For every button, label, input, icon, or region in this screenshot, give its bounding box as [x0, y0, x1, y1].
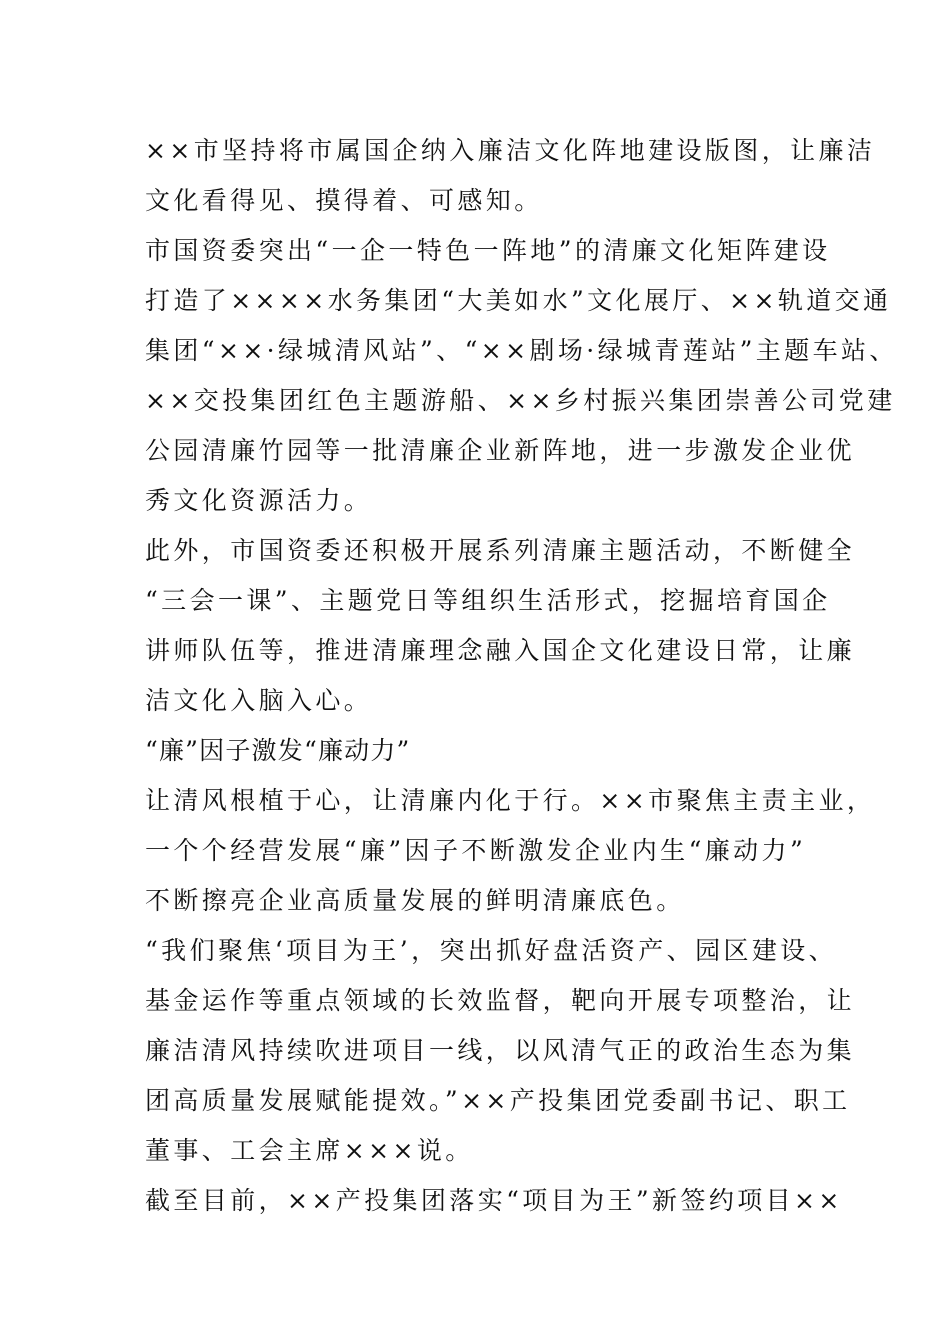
text-line: ××市坚持将市属国企纳入廉洁文化阵地建设版图，让廉洁 [145, 136, 876, 165]
text-line: 市国资委突出“一企一特色一阵地”的清廉文化矩阵建设 [145, 236, 831, 265]
text-line: 不断擦亮企业高质量发展的鲜明清廉底色。 [145, 886, 685, 915]
text-line: 一个个经营发展“廉”因子不断激发企业内生“廉动力” [145, 836, 807, 865]
text-line: 秀文化资源活力。 [145, 486, 373, 515]
text-line: “我们聚焦‘项目为王’，突出抓好盘活资产、园区建设、 [145, 936, 838, 965]
text-line: “三会一课”、主题党日等组织生活形式，挖掘培育国企 [145, 586, 831, 615]
text-line: 让清风根植于心，让清廉内化于行。××市聚焦主责主业， [145, 786, 876, 815]
document-body [145, 126, 898, 1226]
section-heading: “廉”因子激发“廉动力” [145, 736, 411, 765]
text-line: 此外，市国资委还积极开展系列清廉主题活动，不断健全 [145, 536, 856, 565]
text-line: 洁文化入脑入心。 [145, 686, 373, 715]
text-line: 基金运作等重点领域的长效监督，靶向开展专项整治，让 [145, 986, 856, 1015]
text-line: 公园清廉竹园等一批清廉企业新阵地，进一步激发企业优 [145, 436, 856, 465]
text-line: 廉洁清风持续吹进项目一线，以风清气正的政治生态为集 [145, 1036, 856, 1065]
text-line: ××交投集团红色主题游船、××乡村振兴集团崇善公司党建 [145, 386, 896, 415]
text-line: 文化看得见、摸得着、可感知。 [145, 186, 543, 215]
text-line: 团高质量发展赋能提效。”××产投集团党委副书记、职工 [145, 1086, 851, 1115]
text-line: 截至目前，××产投集团落实“项目为王”新签约项目×× [145, 1186, 843, 1215]
text-line: 集团“××·绿城清风站”、“××剧场·绿城青莲站”主题车站、 [145, 336, 898, 365]
text-line: 董事、工会主席×××说。 [145, 1136, 474, 1165]
text-line: 打造了××××水务集团“大美如水”文化展厅、××轨道交通 [145, 286, 892, 315]
text-line: 讲师队伍等，推进清廉理念融入国企文化建设日常，让廉 [145, 636, 856, 665]
